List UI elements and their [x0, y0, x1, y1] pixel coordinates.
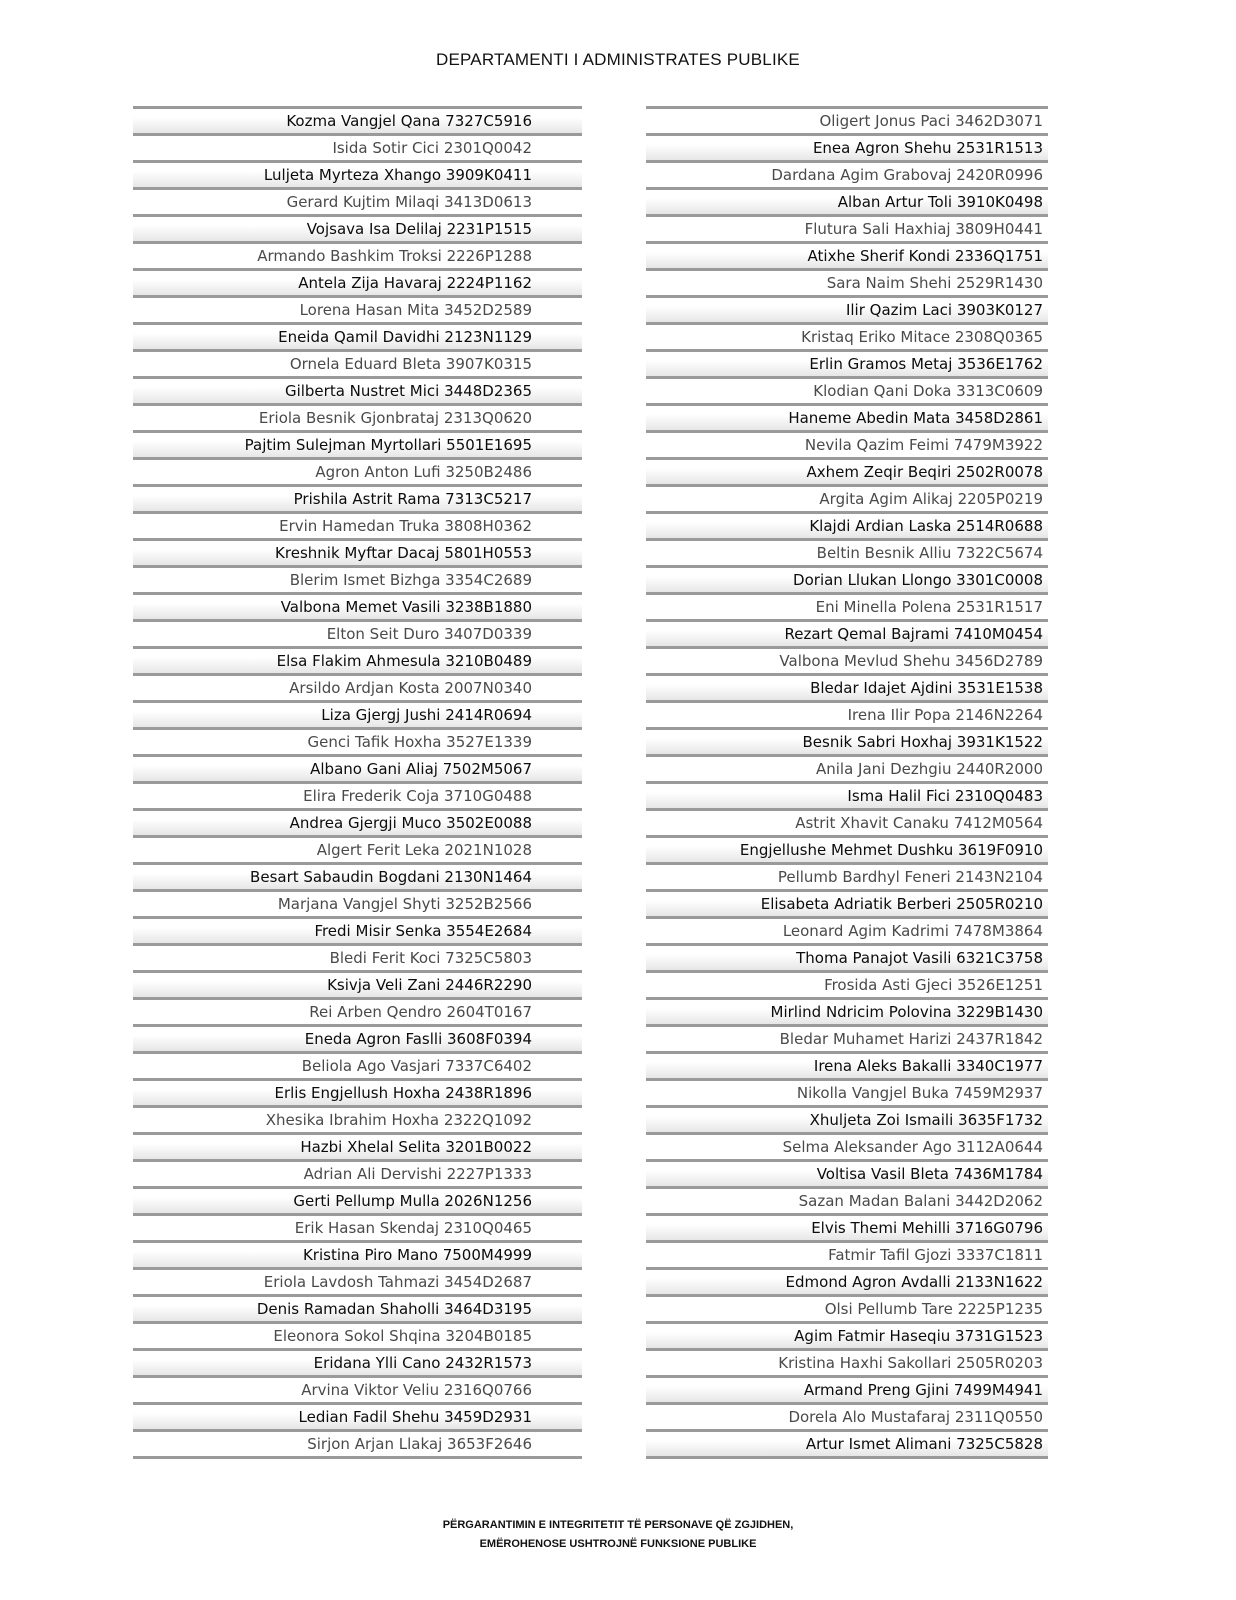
name-row: Ledian Fadil Shehu 3459D2931 [133, 1405, 582, 1432]
name-row: Elsa Flakim Ahmesula 3210B0489 [133, 649, 582, 676]
name-row: Argita Agim Alikaj 2205P0219 [646, 487, 1048, 514]
name-row: Valbona Mevlud Shehu 3456D2789 [646, 649, 1048, 676]
name-row: Antela Zija Havaraj 2224P1162 [133, 271, 582, 298]
name-row: Arvina Viktor Veliu 2316Q0766 [133, 1378, 582, 1405]
name-row: Olsi Pellumb Tare 2225P1235 [646, 1297, 1048, 1324]
name-row: Bledar Muhamet Harizi 2437R1842 [646, 1027, 1048, 1054]
name-row: Selma Aleksander Ago 3112A0644 [646, 1135, 1048, 1162]
name-row: Prishila Astrit Rama 7313C5217 [133, 487, 582, 514]
name-row: Anila Jani Dezhgiu 2440R2000 [646, 757, 1048, 784]
name-row: Ervin Hamedan Truka 3808H0362 [133, 514, 582, 541]
name-row: Eleonora Sokol Shqina 3204B0185 [133, 1324, 582, 1351]
name-row: Xhuljeta Zoi Ismaili 3635F1732 [646, 1108, 1048, 1135]
name-row: Luljeta Myrteza Xhango 3909K0411 [133, 163, 582, 190]
name-row: Adrian Ali Dervishi 2227P1333 [133, 1162, 582, 1189]
name-row: Thoma Panajot Vasili 6321C3758 [646, 946, 1048, 973]
name-row: Irena Aleks Bakalli 3340C1977 [646, 1054, 1048, 1081]
name-row: Eni Minella Polena 2531R1517 [646, 595, 1048, 622]
name-row: Alban Artur Toli 3910K0498 [646, 190, 1048, 217]
name-row: Eriola Lavdosh Tahmazi 3454D2687 [133, 1270, 582, 1297]
name-row: Ornela Eduard Bleta 3907K0315 [133, 352, 582, 379]
name-row: Isida Sotir Cici 2301Q0042 [133, 136, 582, 163]
name-row: Elton Seit Duro 3407D0339 [133, 622, 582, 649]
name-row: Hazbi Xhelal Selita 3201B0022 [133, 1135, 582, 1162]
name-row: Leonard Agim Kadrimi 7478M3864 [646, 919, 1048, 946]
name-row: Astrit Xhavit Canaku 7412M0564 [646, 811, 1048, 838]
name-row: Besnik Sabri Hoxhaj 3931K1522 [646, 730, 1048, 757]
name-row: Kristaq Eriko Mitace 2308Q0365 [646, 325, 1048, 352]
name-row: Fredi Misir Senka 3554E2684 [133, 919, 582, 946]
name-row: Voltisa Vasil Bleta 7436M1784 [646, 1162, 1048, 1189]
name-row: Denis Ramadan Shaholli 3464D3195 [133, 1297, 582, 1324]
name-row: Axhem Zeqir Beqiri 2502R0078 [646, 460, 1048, 487]
name-row: Eridana Ylli Cano 2432R1573 [133, 1351, 582, 1378]
name-row: Oligert Jonus Paci 3462D3071 [646, 109, 1048, 136]
footer-line-1: PËRGARANTIMIN E INTEGRITETIT TË PERSONAVE QË ZGJIDHEN, [442, 1519, 794, 1531]
name-row: Agron Anton Lufi 3250B2486 [133, 460, 582, 487]
name-row: Ksivja Veli Zani 2446R2290 [133, 973, 582, 1000]
name-row: Beliola Ago Vasjari 7337C6402 [133, 1054, 582, 1081]
name-row: Genci Tafik Hoxha 3527E1339 [133, 730, 582, 757]
name-row: Artur Ismet Alimani 7325C5828 [646, 1432, 1048, 1459]
name-row: Elvis Themi Mehilli 3716G0796 [646, 1216, 1048, 1243]
name-row: Klodian Qani Doka 3313C0609 [646, 379, 1048, 406]
name-row: Dardana Agim Grabovaj 2420R0996 [646, 163, 1048, 190]
left-name-column [133, 106, 582, 1459]
name-row: Erlin Gramos Metaj 3536E1762 [646, 352, 1048, 379]
name-row: Vojsava Isa Delilaj 2231P1515 [133, 217, 582, 244]
name-row: Marjana Vangjel Shyti 3252B2566 [133, 892, 582, 919]
right-name-column [646, 106, 1048, 1459]
name-row: Pajtim Sulejman Myrtollari 5501E1695 [133, 433, 582, 460]
name-row: Sazan Madan Balani 3442D2062 [646, 1189, 1048, 1216]
name-row: Engjellushe Mehmet Dushku 3619F0910 [646, 838, 1048, 865]
name-row: Dorela Alo Mustafaraj 2311Q0550 [646, 1405, 1048, 1432]
name-row: Haneme Abedin Mata 3458D2861 [646, 406, 1048, 433]
name-row: Blerim Ismet Bizhga 3354C2689 [133, 568, 582, 595]
name-row: Klajdi Ardian Laska 2514R0688 [646, 514, 1048, 541]
name-row: Nevila Qazim Feimi 7479M3922 [646, 433, 1048, 460]
name-row: Atixhe Sherif Kondi 2336Q1751 [646, 244, 1048, 271]
footer-line-2: EMËROHENOSE USHTROJNË FUNKSIONE PUBLIKE [479, 1538, 757, 1550]
name-row: Erik Hasan Skendaj 2310Q0465 [133, 1216, 582, 1243]
name-row: Agim Fatmir Haseqiu 3731G1523 [646, 1324, 1048, 1351]
name-row: Irena Ilir Popa 2146N2264 [646, 703, 1048, 730]
name-row: Pellumb Bardhyl Feneri 2143N2104 [646, 865, 1048, 892]
name-row: Rei Arben Qendro 2604T0167 [133, 1000, 582, 1027]
name-row: Gilberta Nustret Mici 3448D2365 [133, 379, 582, 406]
name-row: Armando Bashkim Troksi 2226P1288 [133, 244, 582, 271]
name-row: Valbona Memet Vasili 3238B1880 [133, 595, 582, 622]
name-row: Flutura Sali Haxhiaj 3809H0441 [646, 217, 1048, 244]
name-row: Eneida Qamil Davidhi 2123N1129 [133, 325, 582, 352]
name-row: Mirlind Ndricim Polovina 3229B1430 [646, 1000, 1048, 1027]
name-row: Frosida Asti Gjeci 3526E1251 [646, 973, 1048, 1000]
name-row: Enea Agron Shehu 2531R1513 [646, 136, 1048, 163]
name-row: Nikolla Vangjel Buka 7459M2937 [646, 1081, 1048, 1108]
name-row: Elira Frederik Coja 3710G0488 [133, 784, 582, 811]
name-row: Bledar Idajet Ajdini 3531E1538 [646, 676, 1048, 703]
name-row: Besart Sabaudin Bogdani 2130N1464 [133, 865, 582, 892]
name-row: Andrea Gjergji Muco 3502E0088 [133, 811, 582, 838]
name-row: Fatmir Tafil Gjozi 3337C1811 [646, 1243, 1048, 1270]
name-row: Isma Halil Fici 2310Q0483 [646, 784, 1048, 811]
name-row: Dorian Llukan Llongo 3301C0008 [646, 568, 1048, 595]
name-row: Edmond Agron Avdalli 2133N1622 [646, 1270, 1048, 1297]
name-row: Kristina Piro Mano 7500M4999 [133, 1243, 582, 1270]
name-row: Lorena Hasan Mita 3452D2589 [133, 298, 582, 325]
name-row: Kozma Vangjel Qana 7327C5916 [133, 109, 582, 136]
name-row: Sara Naim Shehi 2529R1430 [646, 271, 1048, 298]
name-row: Rezart Qemal Bajrami 7410M0454 [646, 622, 1048, 649]
name-row: Elisabeta Adriatik Berberi 2505R0210 [646, 892, 1048, 919]
name-row: Arsildo Ardjan Kosta 2007N0340 [133, 676, 582, 703]
page-title: DEPARTAMENTI I ADMINISTRATES PUBLIKE [436, 50, 800, 69]
name-row: Kristina Haxhi Sakollari 2505R0203 [646, 1351, 1048, 1378]
name-row: Albano Gani Aliaj 7502M5067 [133, 757, 582, 784]
name-row: Sirjon Arjan Llakaj 3653F2646 [133, 1432, 582, 1459]
name-row: Xhesika Ibrahim Hoxha 2322Q1092 [133, 1108, 582, 1135]
name-row: Kreshnik Myftar Dacaj 5801H0553 [133, 541, 582, 568]
name-row: Eneda Agron Faslli 3608F0394 [133, 1027, 582, 1054]
name-row: Liza Gjergj Jushi 2414R0694 [133, 703, 582, 730]
name-row: Gerard Kujtim Milaqi 3413D0613 [133, 190, 582, 217]
name-row: Eriola Besnik Gjonbrataj 2313Q0620 [133, 406, 582, 433]
name-row: Ilir Qazim Laci 3903K0127 [646, 298, 1048, 325]
page-footer [0, 1516, 1236, 1554]
name-row: Beltin Besnik Alliu 7322C5674 [646, 541, 1048, 568]
name-row: Armand Preng Gjini 7499M4941 [646, 1378, 1048, 1405]
name-row: Bledi Ferit Koci 7325C5803 [133, 946, 582, 973]
name-row: Erlis Engjellush Hoxha 2438R1896 [133, 1081, 582, 1108]
name-row: Algert Ferit Leka 2021N1028 [133, 838, 582, 865]
name-row: Gerti Pellump Mulla 2026N1256 [133, 1189, 582, 1216]
